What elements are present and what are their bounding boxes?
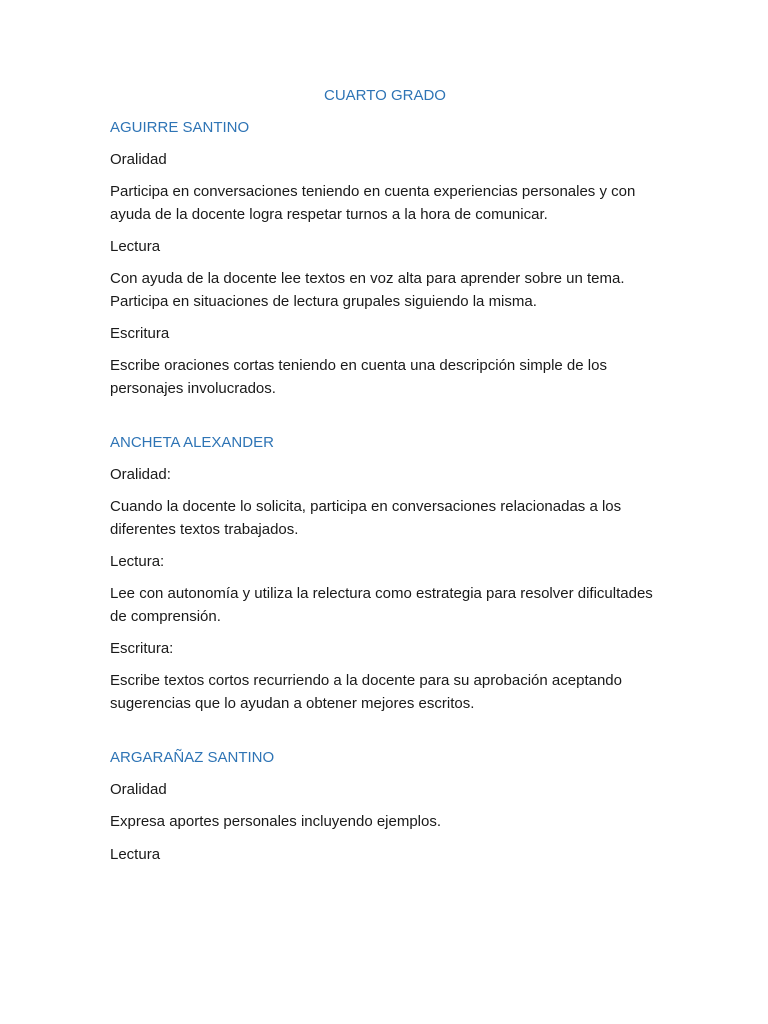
student-name: ARGARAÑAZ SANTINO <box>110 749 275 766</box>
lectura-label: Lectura <box>110 845 161 863</box>
escritura-label: Escritura: <box>110 640 174 657</box>
oralidad-text: Cuando la docente lo solicita, participa en conversaciones relacionadas a los diferentes textos trabajados. <box>110 498 622 538</box>
oralidad-text: Participa en conversaciones teniendo en cuenta experiencias personales y con ayuda de la docente logra respetar turnos a la hora de comunicar. <box>110 183 636 223</box>
student-section <box>110 747 660 866</box>
student-name: AGUIRRE SANTINO <box>110 119 250 136</box>
escritura-text: Escribe textos cortos recurriendo a la docente para su aprobación aceptando sugerencias que lo ayudan a obtener mejores escritos. <box>110 672 622 712</box>
lectura-text: Lee con autonomía y utiliza la relectura como estrategia para resolver dificultades de comprensión. <box>110 585 653 625</box>
document-title: CUARTO GRADO <box>324 87 446 104</box>
document-page <box>110 85 660 898</box>
lectura-label: Lectura: <box>110 553 165 570</box>
escritura-text: Escribe oraciones cortas teniendo en cuenta una descripción simple de los personajes involucrados. <box>110 357 607 397</box>
oralidad-text: Expresa aportes personales incluyendo ejemplos. <box>110 813 442 830</box>
student-section <box>110 432 660 715</box>
oralidad-label: Oralidad <box>110 781 167 798</box>
student-section <box>110 117 660 400</box>
lectura-text: Con ayuda de la docente lee textos en voz alta para aprender sobre un tema. Participa en situaciones de lectura grupales siguiendo la misma. <box>110 270 625 310</box>
escritura-label: Escritura <box>110 325 170 342</box>
student-name: ANCHETA ALEXANDER <box>110 434 274 451</box>
oralidad-label: Oralidad: <box>110 466 171 483</box>
lectura-label: Lectura <box>110 238 161 255</box>
oralidad-label: Oralidad <box>110 151 167 168</box>
